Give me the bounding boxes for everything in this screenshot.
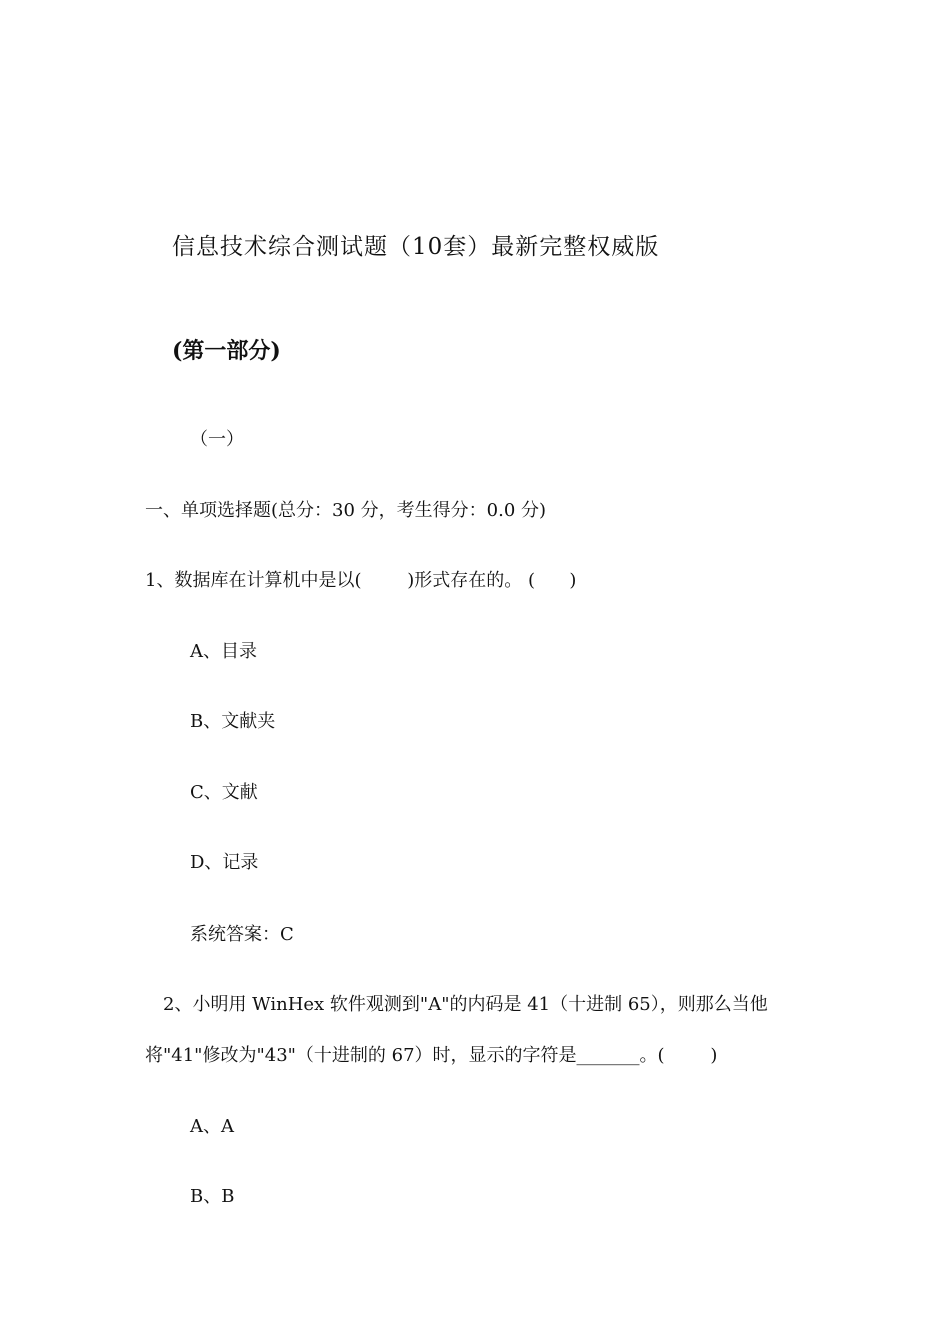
question-1-option-a: A、目录 [190, 641, 257, 662]
question-2-option-b: B、B [190, 1186, 235, 1207]
question-2-option-a: A、A [190, 1116, 234, 1137]
question-2-stem-line-1: 2、小明用 WinHex 软件观测到"A"的内码是 41（十进制 65），则那么当他 [163, 994, 768, 1015]
document-title: 信息技术综合测试题（10套）最新完整权威版 [172, 234, 660, 260]
question-2-stem-line-2: 将"41"修改为"43"（十进制的 67）时，显示的字符是_______。( ) [145, 1045, 718, 1066]
set-number: （一） [190, 429, 244, 450]
part-heading: (第一部分) [172, 338, 281, 364]
section-heading: 一、单项选择题(总分：30 分，考生得分：0.0 分) [145, 500, 547, 521]
question-1-option-c: C、文献 [190, 782, 258, 803]
question-1-option-d: D、记录 [190, 852, 259, 873]
question-1-stem: 1、数据库在计算机中是以( )形式存在的。 ( ) [145, 570, 577, 591]
question-1-answer: 系统答案：C [190, 924, 294, 945]
question-1-option-b: B、文献夹 [190, 711, 276, 732]
